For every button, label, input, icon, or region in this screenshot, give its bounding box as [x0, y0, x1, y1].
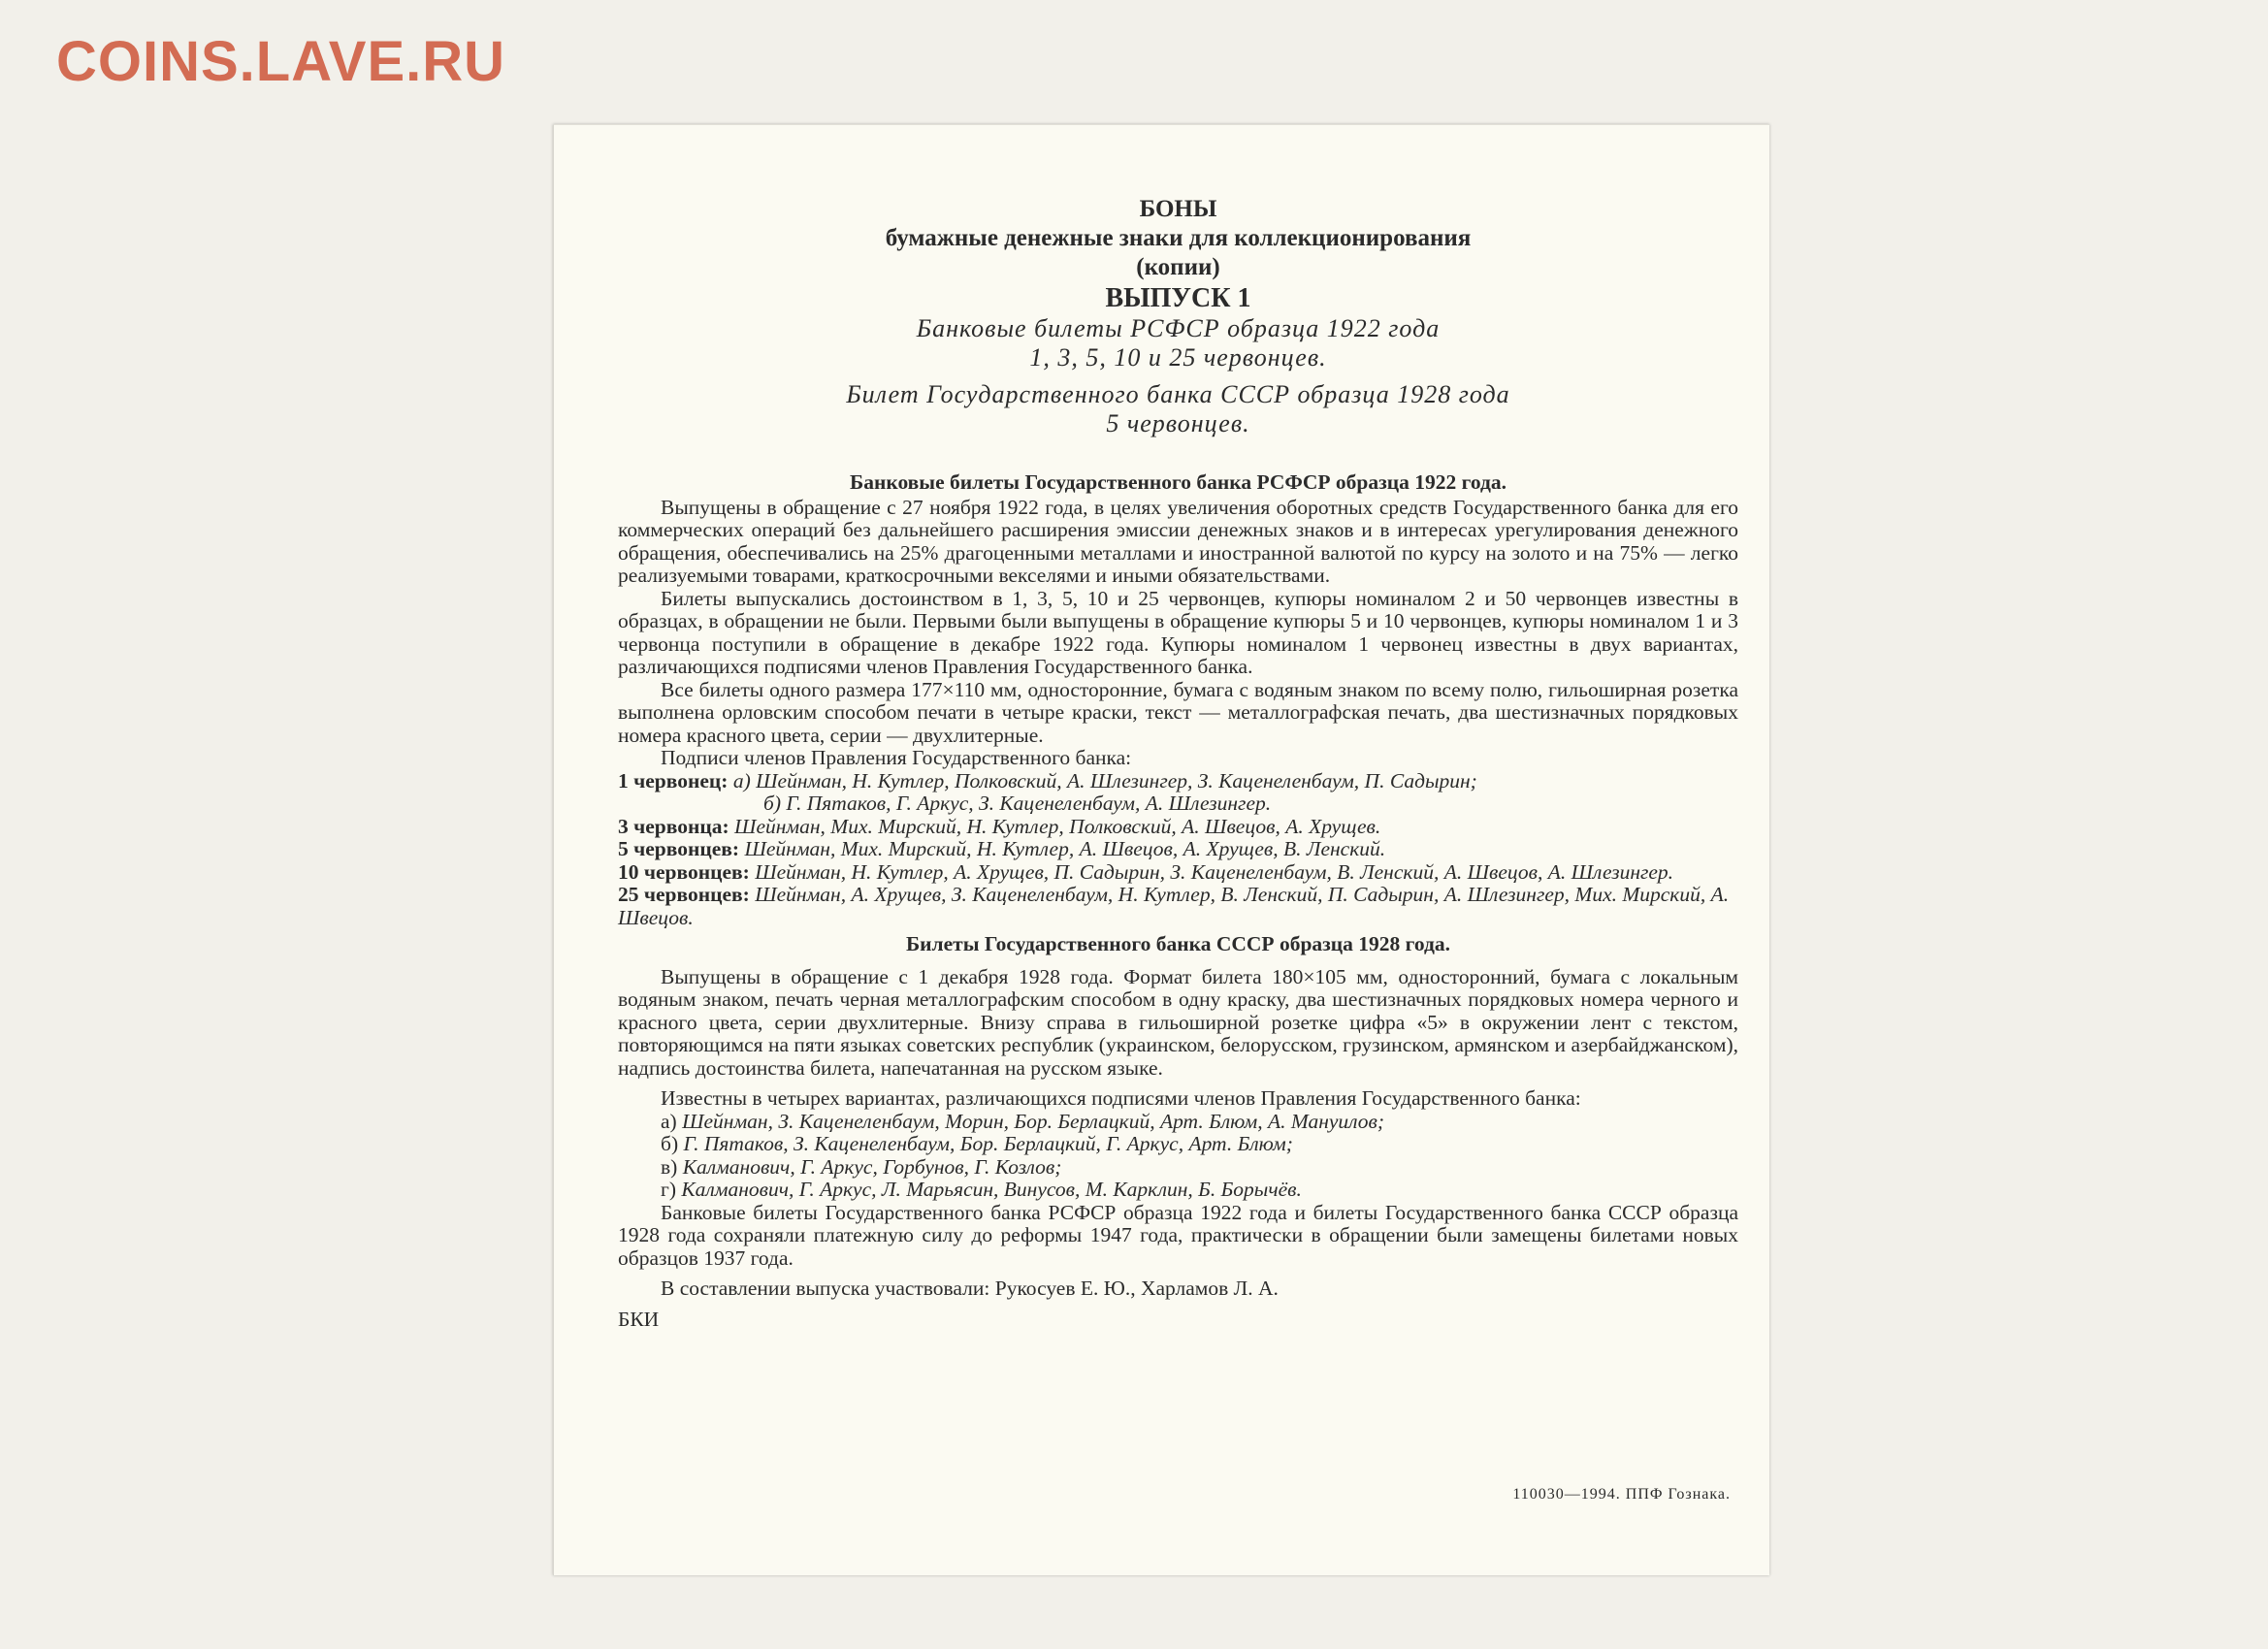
- variant-c: в) Калманович, Г. Аркус, Горбунов, Г. Козлов;: [661, 1154, 1062, 1179]
- section-2-paragraph-2: Известны в четырех вариантах, различающихся подписями членов Правления Государственного банка:: [661, 1086, 1581, 1110]
- subtitle-line-4: 5 червонцев.: [1106, 409, 1250, 437]
- signature-variants: [618, 1111, 1738, 1202]
- section-1-paragraph-1: Выпущены в обращение с 27 ноября 1922 года, в целях увеличения оборотных средств Государственного банка для его коммерческих операций без дальнейшего расширения эмиссии денежных знаков и в интересах урегулирования денежного обращения, обеспечивались на 25% драгоценными металлами и иностранной валютой по курсу на золото и на 75% — легко реализуемыми товарами, краткосрочными векселями и иными обязательствами.: [618, 495, 1738, 587]
- section-1-heading: Банковые билеты Государственного банка РСФСР образца 1922 года.: [850, 470, 1507, 494]
- variant-b: б) Г. Пятаков, З. Каценеленбаум, Бор. Берлацкий, Г. Аркус, Арт. Блюм;: [661, 1132, 1293, 1155]
- document-page: [553, 124, 1769, 1575]
- sig-label: 3 червонца:: [618, 814, 729, 838]
- signatures-10-chervontsev: [618, 861, 1738, 885]
- section-2-paragraph-3: Банковые билеты Государственного банка РСФСР образца 1922 года и билеты Государственного банка СССР образца 1928 года сохраняли платежную силу до реформы 1947 года, практически в обращении были замещены билетами новых образцов 1937 года.: [618, 1200, 1738, 1270]
- variant-a: а) Шейнман, З. Каценеленбаум, Морин, Бор. Берлацкий, Арт. Блюм, А. Мануилов;: [661, 1109, 1385, 1133]
- section-2-paragraph-1: Выпущены в обращение с 1 декабря 1928 года. Формат билета 180×105 мм, односторонний, бумага с локальным водяным знаком, печать черная металлографским способом в одну краску, два шестизначных порядковых номера черного и красного цвета, серии двухлитерные. Внизу справа в гильоширной розетке цифра «5» в окружении лент с текстом, повторяющимся на пяти языках советских республик (украинском, белорусском, грузинском, армянском и азербайджанском), надпись достоинства билета, напечатанная на русском языке.: [618, 964, 1738, 1080]
- signatures-5-chervontsev: [618, 838, 1738, 861]
- section-1-paragraph-4: Подписи членов Правления Государственного банка:: [661, 746, 1132, 769]
- sig-label: 10 червонцев:: [618, 859, 750, 884]
- section-2-heading: Билеты Государственного банка СССР образца 1928 года.: [905, 932, 1451, 955]
- site-watermark: COINS.LAVE.RU: [56, 30, 506, 93]
- section-1-paragraph-3: Все билеты одного размера 177×110 мм, односторонние, бумага с водяным знаком по всему полю, гильоширная розетка выполнена орловским способом печати в четыре краски, текст — металлографская печать, два шестизначных порядковых номера красного цвета, серии — двухлитерные.: [618, 677, 1738, 747]
- credits: В составлении выпуска участвовали: Рукосуев Е. Ю., Харламов Л. А.: [661, 1277, 1279, 1300]
- signatures-25-chervontsev: [618, 884, 1738, 929]
- sig-label: 5 червонцев:: [618, 837, 740, 860]
- title-line-3: (копии): [1136, 254, 1220, 280]
- sig-names: Шейнман, Мих. Мирский, Н. Кутлер, Полковский, А. Швецов, А. Хрущев.: [734, 814, 1381, 838]
- sig-names: Шейнман, Мих. Мирский, Н. Кутлер, А. Швецов, А. Хрущев, В. Ленский.: [744, 837, 1386, 860]
- sig-variant-b: б) Г. Пятаков, Г. Аркус, З. Каценеленбаум, А. Шлезингер.: [763, 792, 1272, 815]
- subtitle-line-3: Билет Государственного банка СССР образца 1928 года: [846, 380, 1510, 408]
- sig-names: Шейнман, Н. Кутлер, А. Хрущев, П. Садырин, З. Каценеленбаум, В. Ленский, А. Швецов, А. Шлезингер.: [755, 859, 1674, 884]
- subtitle-line-1: Банковые билеты РСФСР образца 1922 года: [916, 314, 1441, 342]
- sig-variant-a: а) Шейнман, Н. Кутлер, Полковский, А. Шлезингер, З. Каценеленбаум, П. Садырин;: [732, 768, 1477, 792]
- sig-label: 1 червонец:: [618, 768, 729, 792]
- title-line-2: бумажные денежные знаки для коллекционирования: [885, 225, 1472, 251]
- subtitle-line-2: 1, 3, 5, 10 и 25 червонцев.: [1029, 343, 1327, 372]
- printer-imprint: 110030—1994. ППФ Гознака.: [1512, 1486, 1731, 1503]
- sig-label: 25 червонцев:: [618, 883, 750, 906]
- document-content: [618, 195, 1738, 1331]
- sig-names: Шейнман, А. Хрущев, З. Каценеленбаум, Н. Кутлер, В. Ленский, П. Садырин, А. Шлезингер, Мих. Мирский, А. Швецов.: [618, 883, 1730, 929]
- signatures-1-chervonets: [618, 770, 1738, 793]
- variant-d: г) Калманович, Г. Аркус, Л. Марьясин, Винусов, М. Карклин, Б. Борычёв.: [661, 1178, 1302, 1201]
- bki-label: БКИ: [618, 1307, 660, 1331]
- signatures-3-chervontsa: [618, 816, 1738, 839]
- section-1-paragraph-2: Билеты выпускались достоинством в 1, 3, 5, 10 и 25 червонцев, купюры номиналом 2 и 50 червонцев известны в образцах, в обращении не были. Первыми были выпущены в обращение купюры 5 и 10 червонцев, купюры номиналом 1 и 3 червонца поступили в обращение в декабре 1922 года. Купюры номиналом 1 червонец известны в двух вариантах, различающихся подписями членов Правления Государственного банка.: [618, 586, 1738, 678]
- issue-title: ВЫПУСК 1: [1105, 283, 1251, 313]
- title-line-1: БОНЫ: [1139, 196, 1217, 222]
